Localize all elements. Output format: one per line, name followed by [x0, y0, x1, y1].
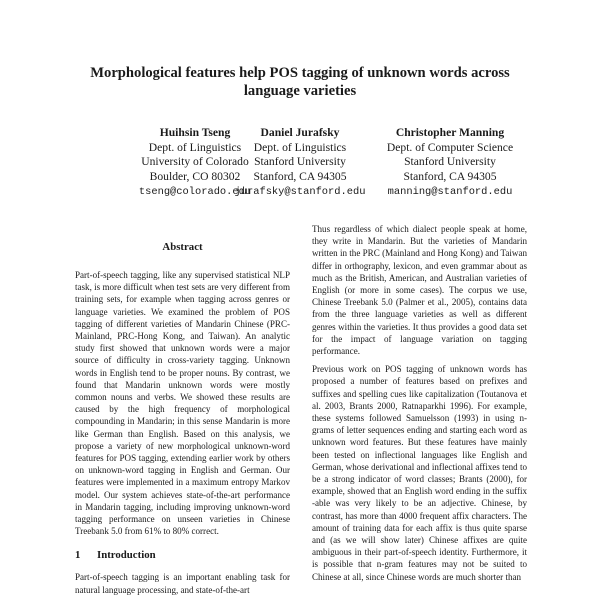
- abstract-heading: Abstract: [162, 241, 203, 253]
- author-block: [355, 126, 545, 200]
- title-line-2: language varieties: [243, 83, 357, 99]
- author-email: manning@stanford.edu: [387, 186, 513, 198]
- left-column: [75, 241, 290, 602]
- author-address: Stanford, CA 94305: [253, 169, 347, 183]
- author-department: Dept. of Linguistics: [148, 140, 242, 154]
- author-name: Huihsin Tseng: [159, 126, 231, 139]
- body-paragraph: Previous work on POS tagging of unknown words has proposed a number of features based on prefixes and suffixes and spelling cues like capitalization (Toutanova et al. 2003, Brants 2000, Ratnaparkhi 1996). For example, these systems followed Samuelsson (1993) in using n-grams of letter sequences ending and starting each word as unknown word features. But these features have mainly been tested on inflectional languages like English and German, whose derivational and inflectional affixes tend to be a strong indicator of word classes; Brants (2000), for example, showed that an English word ending in the suffix -able was very likely to be an adjective. Chinese, by contrast, has more than 4000 frequent affix characters. The amount of training data for each affix is thus quite sparse and (as we will show later) Chinese affixes are quite ambiguous in their part-of-speech identity. Furthermore, it is possible that n-gram features may not be suited to Chinese at all, since Chinese words are much shorter than: [312, 364, 527, 582]
- author-email: tseng@colorado.edu: [138, 186, 252, 198]
- abstract-text: Part-of-speech tagging, like any supervised statistical NLP task, is more difficult when test sets are very different from training sets, for example when tagging across genres or language varieties. We examined the problem of POS tagging of different varieties of Mandarin Chinese (PRC-Mainland, PRC-Hong Kong, and Taiwan). An analytic study first showed that unknown words were a major source of difficulty in cross-variety tagging. Unknown words in English tend to be proper nouns. By contrast, we found that Mandarin unknown words were mostly common nouns and verbs. We showed these results are caused by the high frequency of morphological compounding in Mandarin; in this sense Mandarin is more like German than English. Based on this analysis, we propose a variety of new morphological unknown-word features for POS tagging, extending earlier work by others on unknown-word tagging in English and German. Our features were implemented in a maximum entropy Markov model. Our system achieves state-of-the-art performance in Mandarin tagging, including improving unknown-word tagging performance on unseen varieties in Chinese Treebank 5.0 from 61% to 80% correct.: [75, 270, 290, 537]
- author-affiliation: Stanford University: [404, 155, 496, 168]
- author-department: Dept. of Linguistics: [253, 140, 347, 154]
- section-number: 1: [75, 549, 81, 562]
- author-email: jurafsky@stanford.edu: [234, 186, 366, 198]
- author-department: Dept. of Computer Science: [386, 140, 514, 154]
- author-affiliation: University of Colorado: [141, 155, 249, 168]
- section-title: Introduction: [97, 549, 156, 562]
- author-name: Daniel Jurafsky: [260, 126, 340, 139]
- author-name: Christopher Manning: [395, 126, 505, 139]
- title-line-1: Morphological features help POS tagging of unknown words across: [90, 65, 510, 81]
- author-address: Stanford, CA 94305: [403, 169, 497, 183]
- body-paragraph: Thus regardless of which dialect people speak at home, they write in Mandarin. But the varieties of Mandarin written in the PRC (Mainland and Hong Kong) and Taiwan differ in orthography, lexicon, and even grammar about as much as the British, American, and Australian varieties of English (or more in some cases). The corpus we use, Chinese Treebank 5.0 (Palmer et al., 2005), contains data from the three language varieties as well as different genres within the varieties. It thus provides a good data set for the impact of language variation on tagging performance.: [312, 224, 527, 357]
- intro-paragraph: Part-of-speech tagging is an important enabling task for natural language processing, and state-of-the-art: [75, 572, 290, 595]
- author-address: Boulder, CO 80302: [149, 169, 241, 183]
- author-affiliation: Stanford University: [254, 155, 346, 168]
- paper-title: [60, 64, 540, 100]
- section-heading: [75, 549, 290, 562]
- right-column: [312, 223, 527, 589]
